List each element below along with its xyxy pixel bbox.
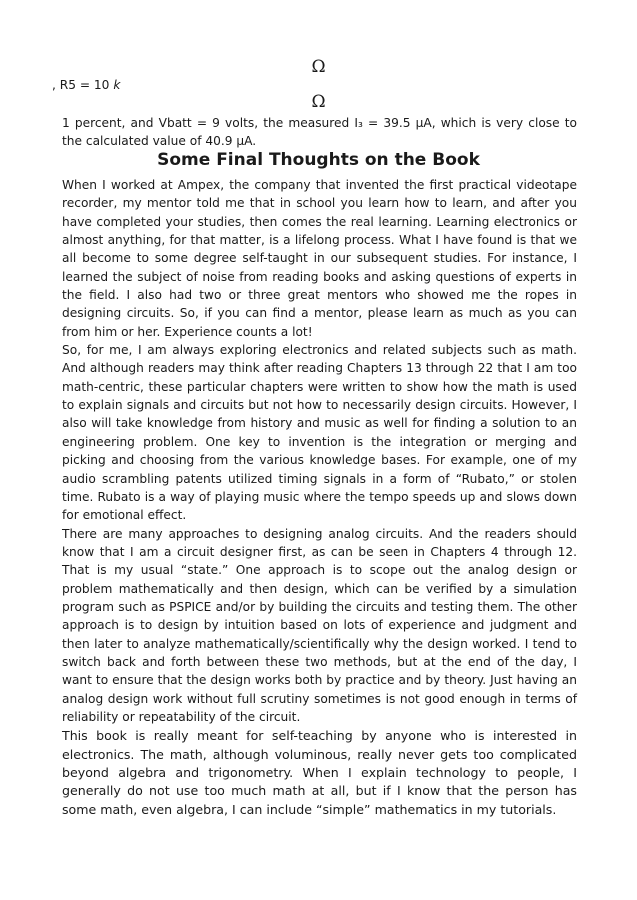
body-text xyxy=(62,176,577,819)
paragraph-2: So, for me, I am always exploring electronics and related subjects such as math. And although readers may think after reading Chapters 13 through 22 that I am too math-centric, these particular chapters were written to show how the math is used to explain signals and circuits but not how to necessarily design circuits. However, I also will take knowledge from history and music as well for finding a solution to an engineering problem. One key to invention is the integration or merging and picking and choosing from the various knowledge bases. For example, one of my audio scrambling patents utilized timing signals in a form of “Rubato,” or stolen time. Rubato is a way of playing music where the tempo speeds up and slows down for emotional effect. xyxy=(62,343,577,523)
equation-prefix: , R5 = 10 xyxy=(52,78,114,92)
omega-symbol-top: Ω xyxy=(311,57,326,77)
result-fragment: 1 percent, and Vbatt = 9 volts, the measured I₃ = 39.5 μA, which is very close to the calculated value of 40.9 μA. xyxy=(62,116,577,148)
paragraph-3: There are many approaches to designing analog circuits. And the readers should know that I am a circuit designer first, as can be seen in Chapters 4 through 12. That is my usual “state.” One approach is to scope out the analog design or problem mathematically and then design, which can be verified by a simulation program such as PSPICE and/or by building the circuits and testing them. The other approach is to design by intuition based on lots of experience and judgment and then later to analyze mathematically/scientifically why the design worked. I tend to switch back and forth between these two methods, but at the end of the day, I want to ensure that the design works both by practice and by theory. Just having an analog design work without full scrutiny sometimes is not good enough in terms of reliability or repeatability of the circuit. xyxy=(62,526,577,724)
paragraph-1: When I worked at Ampex, the company that invented the first practical videotape recorder, my mentor told me that in school you learn how to learn, and after you have completed your studies, then comes the real learning. Learning electronics or almost anything, for that matter, is a lifelong process. What I have found is that we all become to some degree self-taught in our subsequent studies. For instance, I learned the subject of noise from reading books and asking questions of experts in the field. I also had two or three great mentors who showed me the ropes in designing circuits. So, if you can find a mentor, please learn as much as you can from him or her. Experience counts a lot! xyxy=(62,178,577,339)
section-heading: Some Final Thoughts on the Book xyxy=(157,150,480,170)
equation-unit: k xyxy=(113,78,121,92)
equation-line xyxy=(52,78,120,92)
omega-symbol-bottom: Ω xyxy=(311,92,326,112)
paragraph-4: This book is really meant for self-teaching by anyone who is interested in electronics. The math, although voluminous, really never gets too complicated beyond algebra and trigonometry. When I explain technology to people, I generally do not use too much math at all, but if I know that the person has some math, even algebra, I can include “simple” mathematics in my tutorials. xyxy=(62,728,577,817)
